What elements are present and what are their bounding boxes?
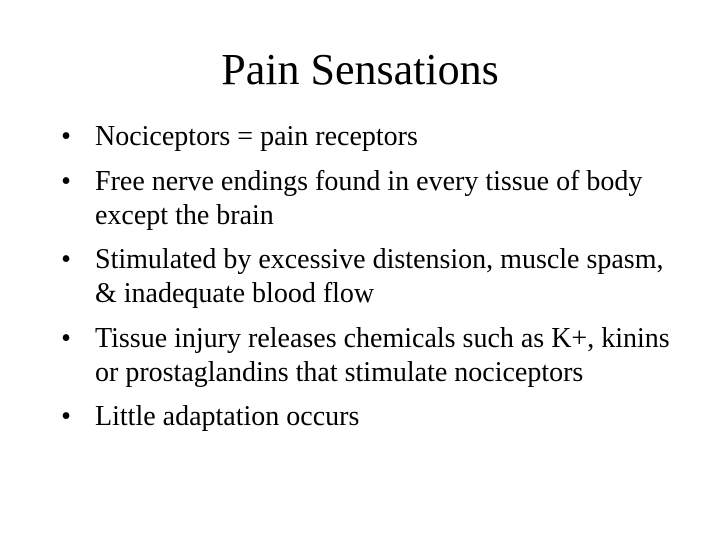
bullet-item bbox=[56, 322, 676, 390]
bullet-text: Tissue injury releases chemicals such as K+, kinins or prostaglandins that stimulate nociceptors bbox=[95, 322, 670, 388]
bullet-item bbox=[56, 120, 676, 154]
bullet-text: Little adaptation occurs bbox=[95, 401, 360, 432]
bullet-text: Nociceptors = pain receptors bbox=[95, 121, 418, 152]
bullet-marker: • bbox=[61, 121, 71, 152]
bullet-marker: • bbox=[61, 165, 71, 197]
bullet-list bbox=[56, 120, 676, 434]
slide-title: Pain Sensations bbox=[221, 45, 499, 94]
bullet-text: Stimulated by excessive distension, muscle spasm, & inadequate blood flow bbox=[95, 244, 664, 309]
bullet-text: Free nerve endings found in every tissue of body except the brain bbox=[95, 165, 643, 231]
bullet-item bbox=[56, 165, 676, 233]
bullet-marker: • bbox=[61, 322, 71, 354]
bullet-marker: • bbox=[61, 244, 71, 275]
bullet-item bbox=[56, 400, 676, 434]
bullet-marker: • bbox=[61, 401, 71, 432]
bullet-item bbox=[56, 243, 676, 311]
